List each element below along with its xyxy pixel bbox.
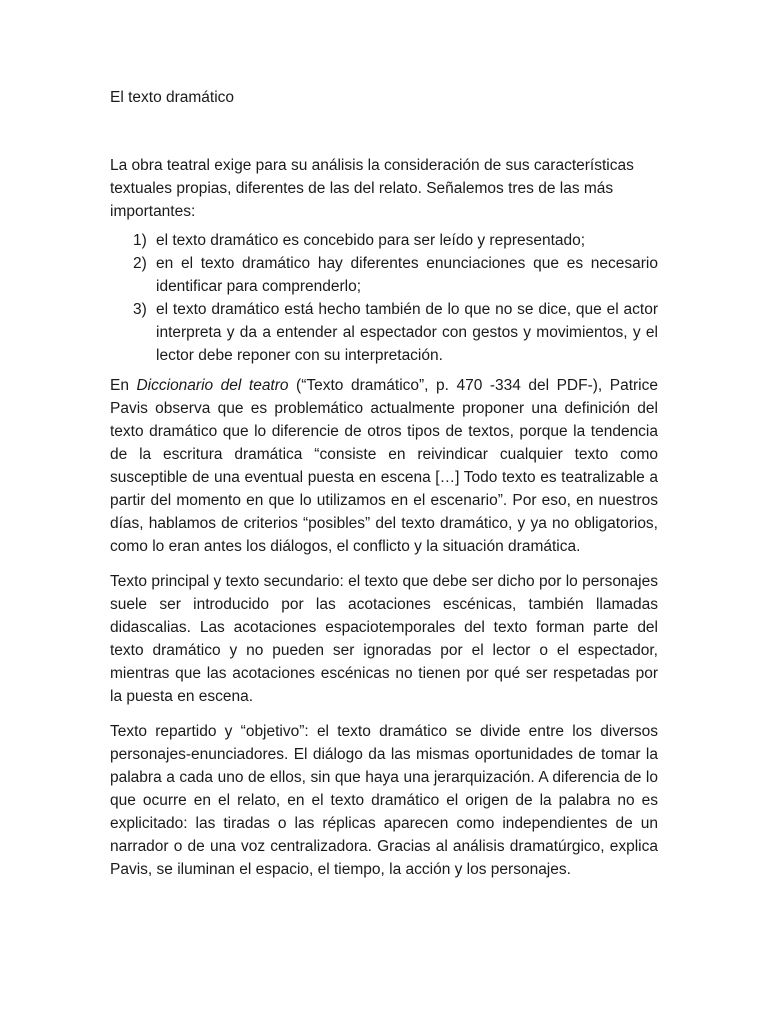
pavis-text: (“Texto dramático”, p. 470 -334 del PDF-), Patrice Pavis observa que es problemático actualmente proponer una definición del texto dramático que lo diferencie de otros tipos de textos, porque la tendencia de la escritura dramática “consiste en reivindicar cualquier texto como susceptible de una eventual puesta en escena […] Todo texto es teatralizable a partir del momento en que lo utilizamos en el escenario”. Por eso, en nuestros días, hablamos de criterios “posibles” del texto dramático, y ya no obligatorios, como lo eran antes los diálogos, el conflicto y la situación dramática. [110, 377, 658, 555]
book-title: Diccionario del teatro [136, 377, 289, 394]
intro-paragraph: La obra teatral exige para su análisis la consideración de sus características textuales propias, diferentes de las del relato. Señalemos tres de las más importantes: [110, 157, 634, 220]
list-text: el texto dramático es concebido para ser leído y representado; [156, 232, 586, 249]
principal-paragraph: Texto principal y texto secundario: el texto que debe ser dicho por lo personajes suele ser introducido por las acotaciones escénicas, también llamadas didascalias. Las acotaciones espaciotemporales del texto forman parte del texto dramático y no pueden ser ignoradas por el lector o el espectador, mientras que las acotaciones escénicas no tienen por qué ser respetadas por la puesta en escena. [110, 573, 658, 705]
features-list [110, 229, 658, 367]
list-number: 1) [133, 232, 147, 249]
list-number: 2) [133, 255, 147, 272]
list-item [110, 252, 658, 298]
pavis-paragraph [110, 374, 658, 558]
pavis-lead: En [110, 377, 137, 394]
list-item [110, 229, 658, 252]
list-text: en el texto dramático hay diferentes enunciaciones que es necesario identificar para comprenderlo; [156, 255, 658, 295]
list-text: el texto dramático está hecho también de lo que no se dice, que el actor interpreta y da a entender al espectador con gestos y movimientos, y el lector debe reponer con su interpretación. [156, 301, 658, 364]
list-number: 3) [133, 301, 147, 318]
repartido-paragraph: Texto repartido y “objetivo”: el texto dramático se divide entre los diversos personajes-enunciadores. El diálogo da las mismas oportunidades de tomar la palabra a cada uno de ellos, sin que haya una jerarquización. A diferencia de lo que ocurre en el relato, en el texto dramático el origen de la palabra no es explicitado: las tiradas o las réplicas aparecen como independientes de un narrador o de una voz centralizadora. Gracias al análisis dramatúrgico, explica Pavis, se iluminan el espacio, el tiempo, la acción y los personajes. [110, 723, 658, 878]
document-title: El texto dramático [110, 89, 235, 106]
list-item [110, 298, 658, 367]
